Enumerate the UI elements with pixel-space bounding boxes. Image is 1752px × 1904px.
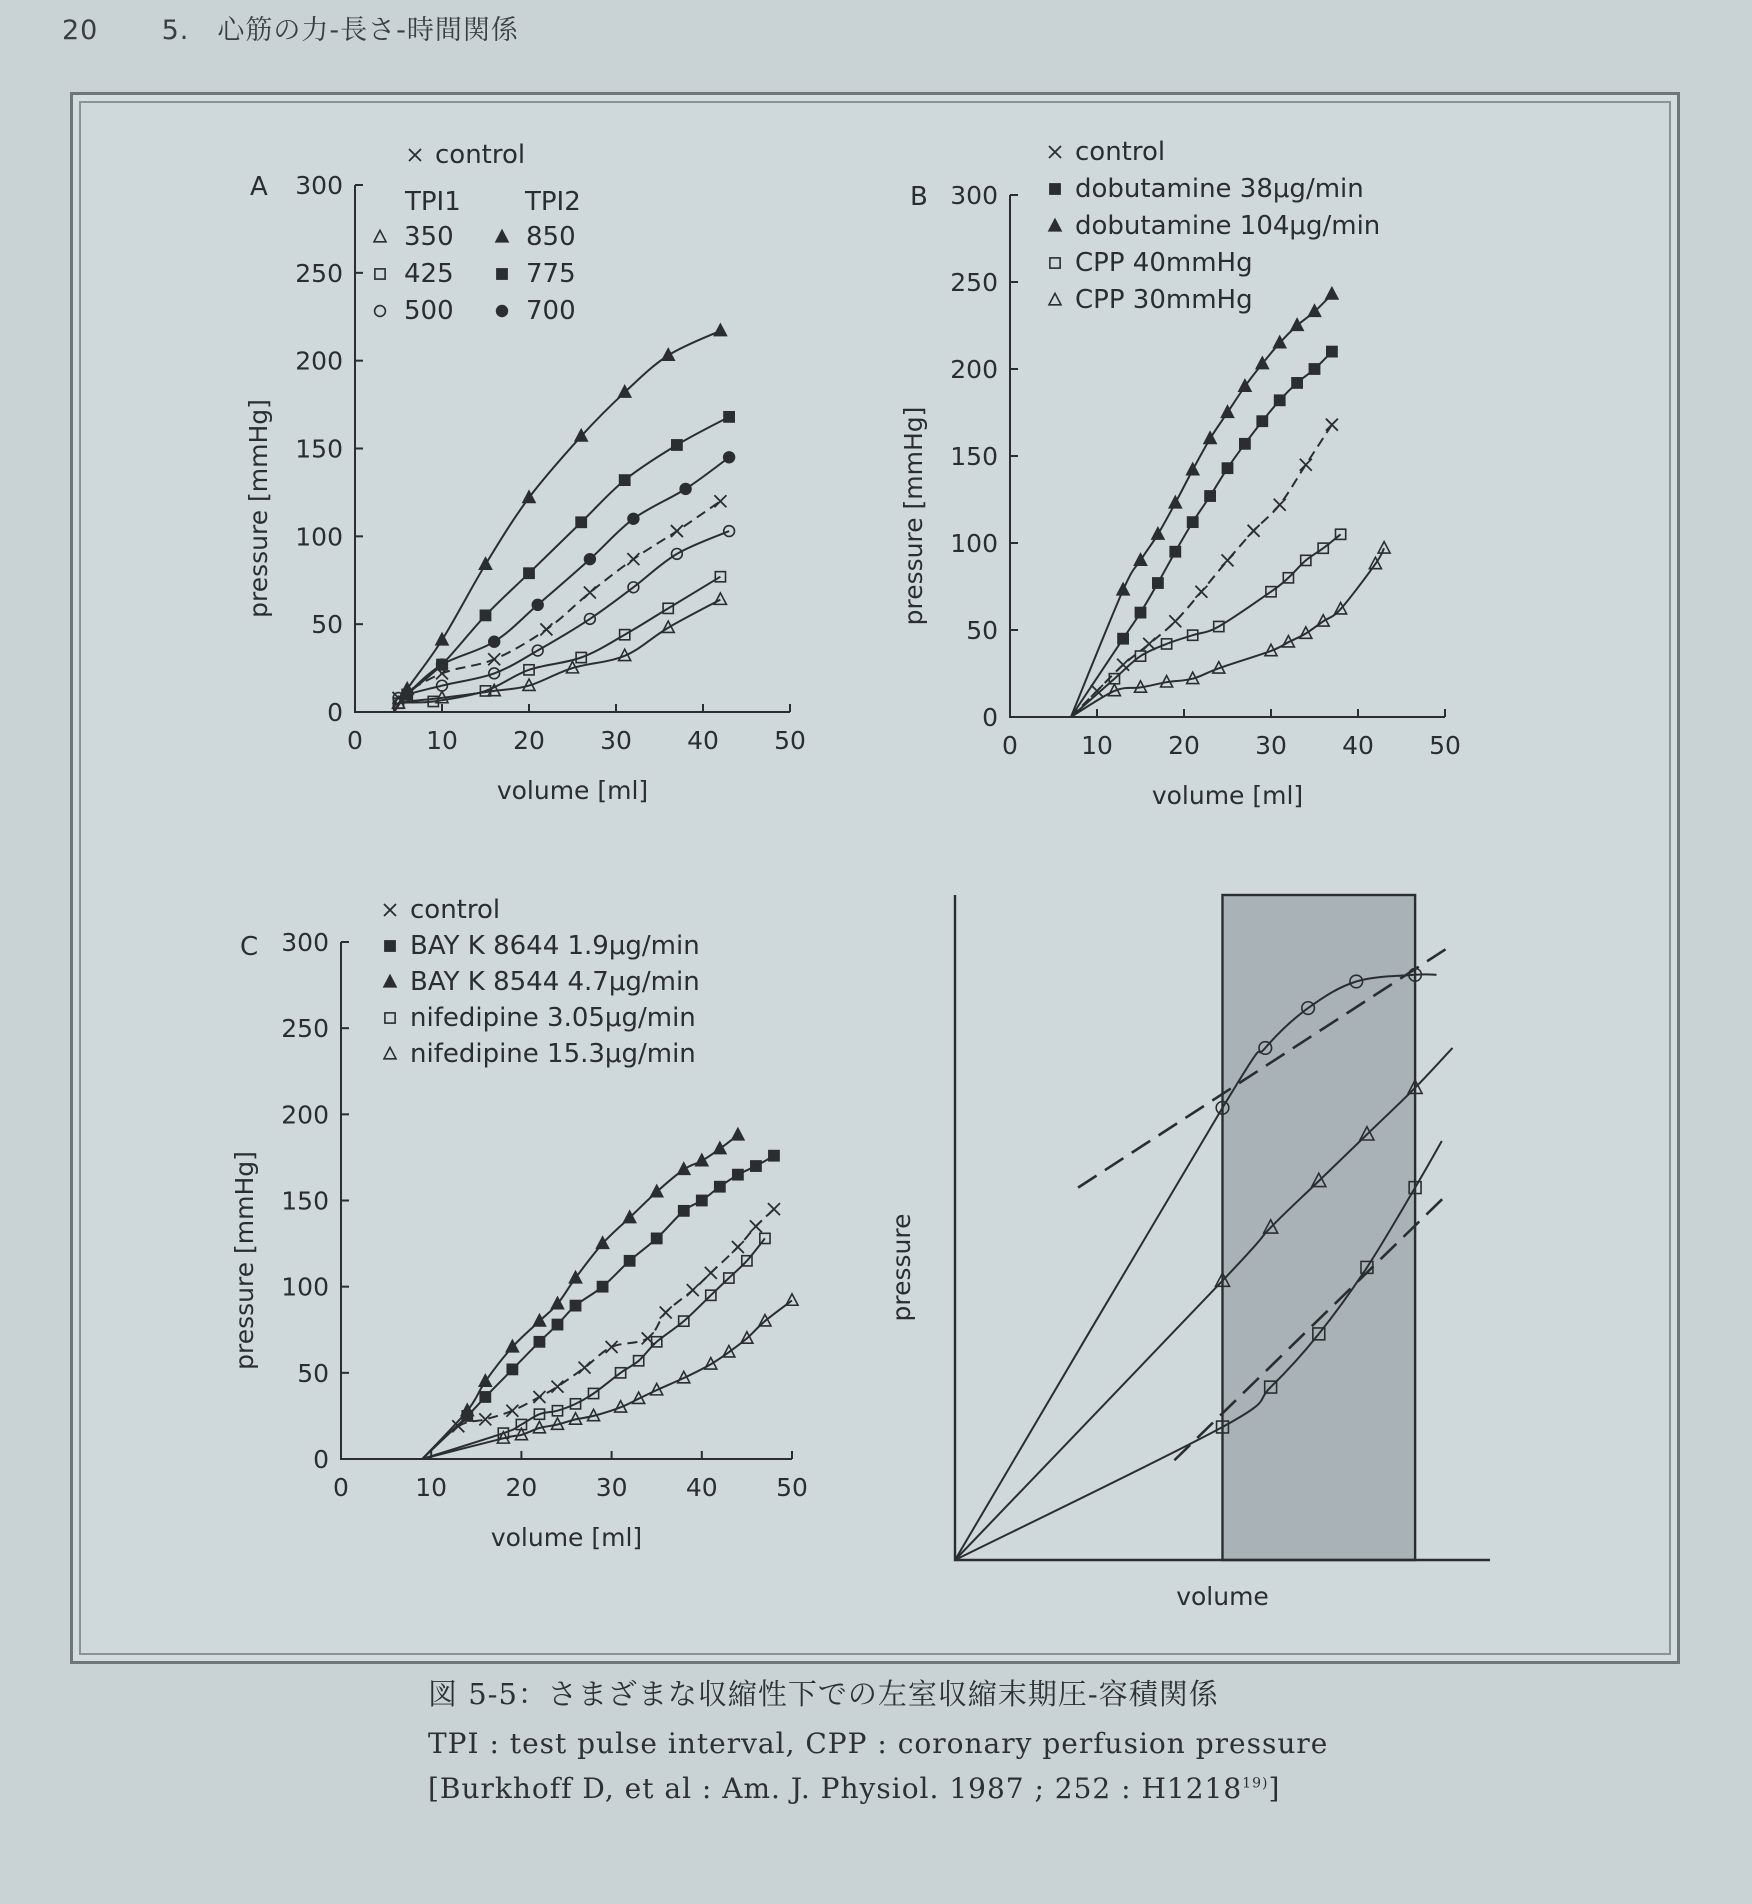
series-dobutamine 38μg/min xyxy=(1071,347,1337,718)
data-point xyxy=(1143,638,1155,650)
data-point xyxy=(1222,554,1234,566)
series-line xyxy=(422,1156,774,1459)
caption-citation xyxy=(428,1772,1688,1805)
legend-marker xyxy=(1050,184,1060,194)
x-tick-label: 50 xyxy=(1429,731,1461,760)
data-point xyxy=(1275,395,1285,405)
legend-marker xyxy=(409,149,421,161)
legend-marker xyxy=(496,230,508,241)
x-tick-label: 20 xyxy=(513,726,545,755)
legend-entry: control xyxy=(1075,137,1166,167)
legend-marker xyxy=(384,904,396,916)
series-BAY K 8644 1.9μg/min xyxy=(422,1151,779,1459)
y-tick-label: 0 xyxy=(313,1445,329,1474)
data-point xyxy=(1309,364,1319,374)
data-point xyxy=(768,1203,780,1215)
x-tick-label: 10 xyxy=(415,1473,448,1502)
data-point xyxy=(678,1163,690,1174)
legend-marker xyxy=(385,941,395,951)
legend-entry: 850 xyxy=(526,222,576,252)
legend-marker xyxy=(375,269,385,279)
x-tick-label: 40 xyxy=(687,726,719,755)
data-point xyxy=(1326,419,1338,431)
legend-entry: 700 xyxy=(526,296,576,326)
data-point xyxy=(1326,288,1338,299)
legend-entry: dobutamine 38μg/min xyxy=(1075,174,1364,204)
panel-a xyxy=(244,140,806,805)
y-tick-label: 0 xyxy=(327,698,343,727)
legend-marker xyxy=(384,975,396,986)
y-tick-label: 250 xyxy=(295,258,343,288)
data-point xyxy=(714,593,726,604)
y-tick-label: 300 xyxy=(950,181,998,210)
data-point xyxy=(579,1362,591,1374)
data-point xyxy=(480,610,490,620)
caption-title: 図 5-5：さまざまな収縮性下での左室収縮末期圧-容積関係 xyxy=(428,1677,1219,1711)
data-point xyxy=(625,1256,635,1266)
data-point xyxy=(1327,347,1337,357)
data-point xyxy=(697,1195,707,1205)
data-point xyxy=(671,525,683,537)
data-point xyxy=(769,1151,779,1161)
y-tick-label: 50 xyxy=(297,1358,329,1388)
x-tick-label: 30 xyxy=(600,726,632,755)
y-tick-label: 150 xyxy=(295,434,343,464)
legend-marker xyxy=(1049,146,1061,158)
legend-entry: dobutamine 104μg/min xyxy=(1075,211,1381,241)
legend-marker xyxy=(1050,258,1060,268)
data-point xyxy=(732,1128,744,1139)
data-point xyxy=(652,1233,662,1243)
data-point xyxy=(660,1307,672,1319)
data-point xyxy=(1240,439,1250,449)
data-point xyxy=(628,513,639,524)
y-tick-label: 50 xyxy=(311,610,343,640)
data-point xyxy=(733,1170,743,1180)
series-line xyxy=(1071,294,1332,717)
data-point xyxy=(620,475,630,485)
y-tick-label: 150 xyxy=(281,1186,329,1216)
x-tick-label: 30 xyxy=(1255,731,1287,760)
data-point xyxy=(1195,586,1207,598)
data-point xyxy=(1169,496,1181,507)
legend-marker xyxy=(374,230,386,241)
legend-entry: nifedipine 3.05μg/min xyxy=(410,1003,696,1033)
x-tick-label: 40 xyxy=(685,1473,718,1502)
data-point xyxy=(696,1154,708,1165)
x-tick-label: 20 xyxy=(1168,731,1200,760)
series-850 xyxy=(394,324,726,712)
legend-entry: control xyxy=(435,140,526,170)
citation-ref: 19) xyxy=(1242,1775,1269,1792)
y-axis-label: pressure xyxy=(887,1213,916,1322)
series-line xyxy=(394,600,721,712)
x-tick-label: 10 xyxy=(426,726,458,755)
x-tick-label: 50 xyxy=(774,726,806,755)
series-CPP 30mmHg xyxy=(1071,542,1390,717)
data-point xyxy=(480,558,492,569)
data-point xyxy=(552,1319,562,1329)
x-tick-label: 0 xyxy=(333,1473,349,1502)
panel-label-b: B xyxy=(910,182,928,212)
chapter-title: 5. 心筋の力-長さ-時間関係 xyxy=(161,15,519,46)
y-tick-label: 300 xyxy=(295,171,343,200)
citation-end: ] xyxy=(1268,1772,1281,1805)
y-tick-label: 300 xyxy=(281,928,329,957)
panel-c xyxy=(230,895,808,1552)
data-point xyxy=(540,623,552,635)
x-tick-label: 10 xyxy=(1081,731,1113,760)
shaded-region xyxy=(1223,895,1416,1560)
x-axis-label: volume xyxy=(1176,1582,1269,1611)
data-point xyxy=(732,1241,744,1253)
legend-marker xyxy=(497,269,507,279)
data-point xyxy=(488,653,500,665)
data-point xyxy=(551,1381,563,1393)
legend-marker xyxy=(1049,293,1061,304)
y-tick-label: 100 xyxy=(950,529,998,558)
data-point xyxy=(1117,659,1129,671)
y-tick-label: 250 xyxy=(950,268,998,297)
data-point xyxy=(724,526,735,537)
legend-marker xyxy=(385,1013,395,1023)
legend-entry: BAY K 8544 4.7μg/min xyxy=(410,967,700,997)
series-line xyxy=(394,457,729,712)
data-point xyxy=(585,554,596,565)
x-tick-label: 0 xyxy=(1002,731,1018,760)
data-point xyxy=(480,1392,490,1402)
data-point xyxy=(679,1206,689,1216)
data-point xyxy=(687,1284,699,1296)
data-point xyxy=(1135,608,1145,618)
data-point xyxy=(524,568,534,578)
data-point xyxy=(714,324,726,335)
legend-entry: CPP 30mmHg xyxy=(1075,285,1253,315)
x-tick-label: 20 xyxy=(505,1473,538,1502)
data-point xyxy=(627,553,639,565)
data-point xyxy=(436,633,448,644)
y-tick-label: 200 xyxy=(281,1100,329,1130)
data-point xyxy=(1188,517,1198,527)
x-tick-label: 30 xyxy=(595,1473,628,1502)
data-point xyxy=(662,349,674,360)
legend-entry: 350 xyxy=(404,222,454,252)
page-number: 20 xyxy=(62,15,99,46)
legend-marker xyxy=(384,1047,396,1058)
data-point xyxy=(680,484,691,495)
data-point xyxy=(1291,319,1303,330)
data-point xyxy=(1222,463,1232,473)
data-point xyxy=(1378,542,1390,553)
legend-entry: CPP 40mmHg xyxy=(1075,248,1253,278)
legend-entry: nifedipine 15.3μg/min xyxy=(410,1039,696,1069)
data-point xyxy=(489,636,500,647)
data-point xyxy=(714,1142,726,1153)
legend-entry: 425 xyxy=(404,259,454,289)
data-point xyxy=(402,689,413,700)
caption-abbreviations: TPI : test pulse interval, CPP : coronary perfusion pressure xyxy=(428,1727,1329,1760)
series-dobutamine 104μg/min xyxy=(1071,288,1338,717)
data-point xyxy=(751,1161,761,1171)
legend-entry: BAY K 8644 1.9μg/min xyxy=(410,931,700,961)
legend-header-tpi2: TPI2 xyxy=(525,187,581,217)
data-point xyxy=(672,440,682,450)
data-point xyxy=(1257,416,1267,426)
data-point xyxy=(714,495,726,507)
data-point xyxy=(606,1341,618,1353)
series-line xyxy=(1071,352,1332,717)
data-point xyxy=(1153,578,1163,588)
data-point xyxy=(1169,615,1181,627)
panel-label-c: C xyxy=(240,932,259,962)
x-tick-label: 0 xyxy=(347,726,363,755)
series-line xyxy=(422,1301,792,1460)
data-point xyxy=(750,1220,762,1232)
data-point xyxy=(1248,525,1260,537)
data-point xyxy=(1187,463,1199,474)
x-axis-label: volume [ml] xyxy=(1151,781,1304,810)
data-point xyxy=(534,1337,544,1347)
legend-header-tpi1: TPI1 xyxy=(405,187,461,217)
panel-schematic xyxy=(887,895,1490,1611)
panel-label-a: A xyxy=(250,172,268,202)
y-tick-label: 0 xyxy=(982,703,998,732)
data-point xyxy=(507,1364,517,1374)
data-point xyxy=(1118,634,1128,644)
data-point xyxy=(724,452,735,463)
data-point xyxy=(1274,499,1286,511)
series-nifedipine 15.3μg/min xyxy=(422,1294,798,1459)
data-point xyxy=(532,599,543,610)
series-line xyxy=(394,331,720,712)
data-point xyxy=(705,1267,717,1279)
panel-b xyxy=(899,137,1461,810)
data-point xyxy=(576,517,586,527)
series-350 xyxy=(393,593,727,712)
figure-caption xyxy=(428,1672,1688,1817)
y-tick-label: 100 xyxy=(281,1272,329,1302)
data-point xyxy=(506,1405,518,1417)
data-point xyxy=(1117,583,1129,594)
data-point xyxy=(1170,547,1180,557)
x-tick-label: 50 xyxy=(776,1473,808,1502)
legend-entry: control xyxy=(410,895,501,925)
data-point xyxy=(724,412,734,422)
y-axis-label: pressure [mmHg] xyxy=(899,406,928,626)
data-point xyxy=(437,659,448,670)
data-point xyxy=(533,1391,545,1403)
data-point xyxy=(597,1282,607,1292)
data-point xyxy=(584,587,596,599)
data-point xyxy=(1292,378,1302,388)
data-point xyxy=(715,1182,725,1192)
y-axis-label: pressure [mmHg] xyxy=(244,399,273,618)
legend-marker xyxy=(497,306,508,317)
y-tick-label: 150 xyxy=(950,442,998,471)
legend-marker xyxy=(375,306,386,317)
data-point xyxy=(1300,459,1312,471)
data-point xyxy=(1152,528,1164,539)
data-point xyxy=(570,1301,580,1311)
x-axis-label: volume [ml] xyxy=(490,1523,643,1552)
y-tick-label: 100 xyxy=(295,522,343,552)
y-tick-label: 250 xyxy=(281,1014,329,1044)
x-axis-label: volume [ml] xyxy=(496,776,649,805)
legend-marker xyxy=(1049,219,1061,230)
legend-entry: 500 xyxy=(404,296,454,326)
data-point xyxy=(786,1294,798,1305)
y-tick-label: 200 xyxy=(950,355,998,384)
citation-text: [Burkhoff D, et al : Am. J. Physiol. 1987 ; 252 : H1218 xyxy=(428,1772,1243,1805)
y-tick-label: 200 xyxy=(295,346,343,376)
x-tick-label: 40 xyxy=(1342,731,1374,760)
data-point xyxy=(1205,491,1215,501)
legend-entry: 775 xyxy=(526,259,576,289)
y-axis-label: pressure [mmHg] xyxy=(230,1151,259,1370)
y-tick-label: 50 xyxy=(966,616,998,645)
